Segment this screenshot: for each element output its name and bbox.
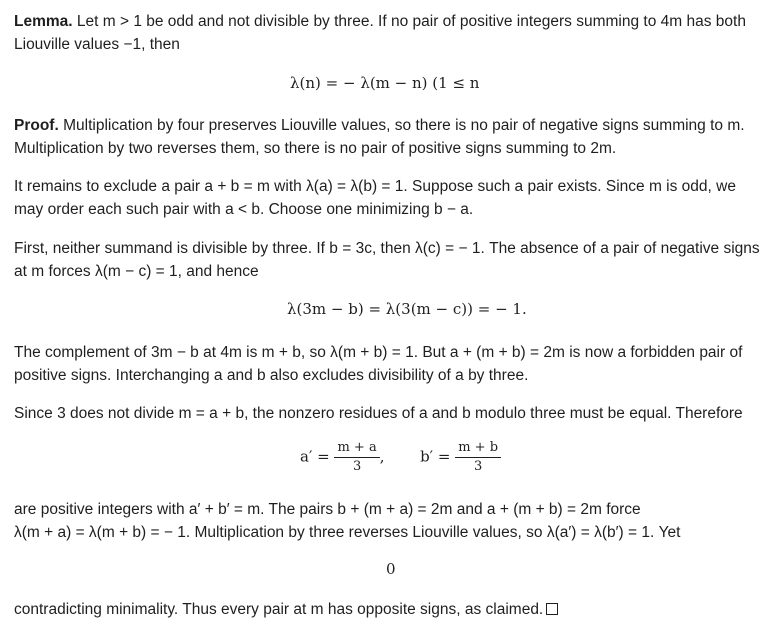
lemma-display-equation: λ(n) = − λ(m − n) (1 ≤ n bbox=[290, 74, 480, 92]
lemma-line-2: Liouville values −1, then bbox=[14, 36, 180, 53]
proof-para5-line-1: Since 3 does not divide m = a + b, the nonzero residues of a and b modulo three must be equal. Therefore bbox=[14, 405, 743, 422]
fraction-numerator-b: m + b bbox=[455, 440, 501, 458]
proof-para6-line-2: λ(m + a) = λ(m + b) = − 1. Multiplication by three reverses Liouville values, so λ(a′) = λ(b′) = 1. Yet bbox=[14, 524, 681, 541]
proof-para4-line-2: positive signs. Interchanging a and b also excludes divisibility of a by three. bbox=[14, 367, 529, 384]
fraction-separator: , bbox=[379, 447, 385, 466]
proof-para2-line-2: may order each such pair with a < b. Choose one minimizing b − a. bbox=[14, 201, 474, 218]
proof-final-line bbox=[14, 598, 558, 621]
proof-para3-line-1: First, neither summand is divisible by three. If b = 3c, then λ(c) = − 1. The absence of a pair of negative signs bbox=[14, 240, 760, 257]
fraction-a-prime bbox=[334, 440, 379, 475]
proof-line-1 bbox=[14, 114, 745, 137]
fraction-denominator-a: 3 bbox=[352, 459, 362, 474]
proof-para4-line-1: The complement of 3m − b at 4m is m + b, so λ(m + b) = 1. But a + (m + b) = 2m is now a forbidden pair of bbox=[14, 344, 743, 361]
qed-square-icon bbox=[546, 603, 558, 615]
proof-para6-line-1: are positive integers with a′ + b′ = m. The pairs b + (m + a) = 2m and a + (m + b) = 2m force bbox=[14, 501, 641, 518]
lemma-label: Lemma. bbox=[14, 13, 73, 30]
fraction-denominator-b: 3 bbox=[473, 459, 483, 474]
a-prime-lhs: a′ = bbox=[300, 447, 330, 466]
proof-label: Proof. bbox=[14, 117, 59, 134]
proof-para3-line-2: at m forces λ(m − c) = 1, and hence bbox=[14, 263, 259, 280]
lemma-line-1 bbox=[14, 10, 746, 33]
fraction-numerator-a: m + a bbox=[334, 440, 379, 458]
proof-text-1: Multiplication by four preserves Liouville values, so there is no pair of negative signs summing to m. bbox=[63, 117, 745, 134]
lemma-text-1: Let m > 1 be odd and not divisible by three. If no pair of positive integers summing to 4m has both bbox=[76, 13, 746, 30]
proof-final-text: contradicting minimality. Thus every pair at m has opposite signs, as claimed. bbox=[14, 601, 544, 618]
proof-line-2: Multiplication by two reverses them, so there is no pair of positive signs summing to 2m. bbox=[14, 140, 617, 157]
fraction-b-prime bbox=[455, 440, 501, 475]
display-equation-4: 0 bbox=[386, 560, 396, 578]
b-prime-lhs: b′ = bbox=[420, 447, 451, 466]
display-equation-3 bbox=[300, 440, 501, 475]
proof-para2-line-1: It remains to exclude a pair a + b = m with λ(a) = λ(b) = 1. Suppose such a pair exists. Since m is odd, we bbox=[14, 178, 736, 195]
display-equation-2: λ(3m − b) = λ(3(m − c)) = − 1. bbox=[287, 300, 527, 318]
